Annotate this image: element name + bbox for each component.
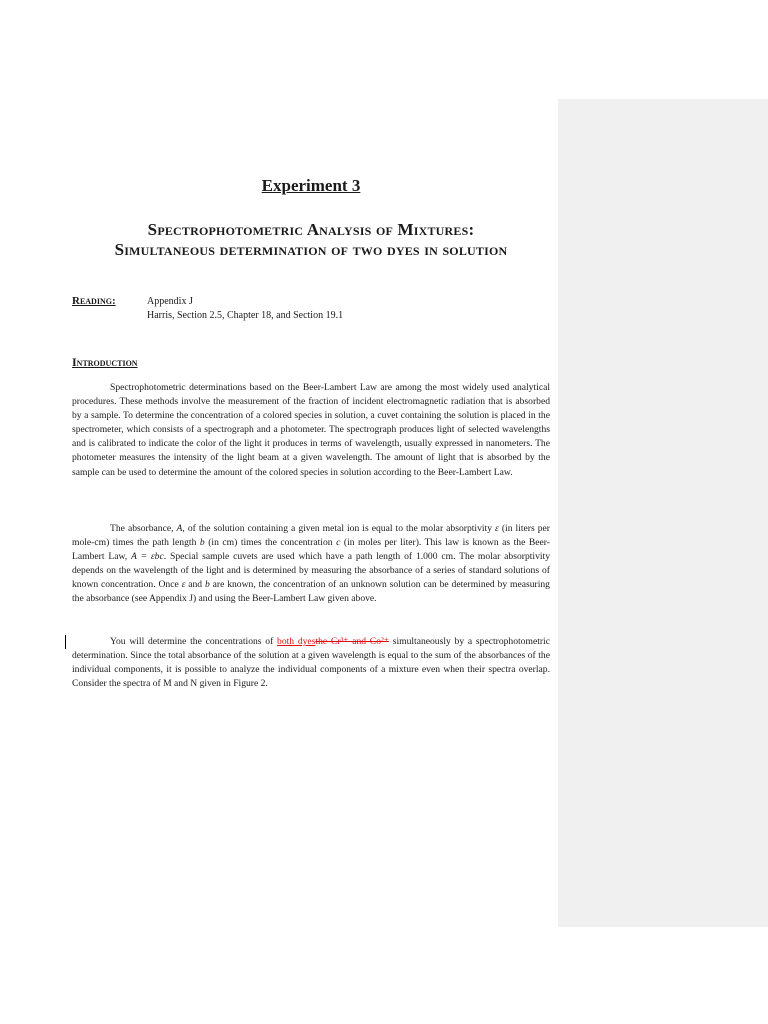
change-bar-marker <box>65 635 66 649</box>
p3-text-1: You will determine the concentrations of <box>110 636 278 647</box>
p2-var-epsilon-2: ε <box>181 579 186 591</box>
paragraph-1: Spectrophotometric determinations based on the Beer-Lambert Law are among the most widely used analytical procedures. These methods involve the measurement of the fraction of incident electromagnetic radiation that is absorbed by a sample. To determine the concentration of a colored species in solution, a cuvet containing the solution is placed in the spectrometer, which consists of a spectrograph and a photometer. The spectrograph produces light of selected wavelengths and is calibrated to indicate the color of the light it produces in terms of wavelength, usually expressed in nanometers. The photometer measures the intensity of the light beam at a given wavelength. The amount of light that is absorbed by the sample can be used to determine the amount of the colored species in solution according to the Beer-Lambert Law. <box>72 382 550 478</box>
p2-text-5: (in moles per liter). This law is known as the Beer-Lambert Law, <box>72 537 550 563</box>
document-subtitle-line2: Simultaneous determination of two dyes in solution <box>114 240 508 259</box>
paragraph-3[interactable] <box>72 635 550 691</box>
tracked-deletion[interactable]: the Cr³⁺ and Co²⁺ <box>315 636 389 647</box>
comments-pane <box>558 99 768 927</box>
paragraph-2 <box>72 522 550 607</box>
p2-text-1: The absorbance, <box>110 523 177 534</box>
reading-label: Reading: <box>72 295 116 307</box>
p3-text-2: simultaneously by a spectrophotometric determination. Since the total absorbance of the solution at a given wavelength is equal to the sum of the absorbances of the individual components, it is possible to analyze the individual components of a mixture even when their spectra overlap. Consider the spectra of M and N given in Figure 2. <box>72 636 550 690</box>
document-subtitle-line1: Spectrophotometric Analysis of Mixtures: <box>147 220 475 239</box>
p2-text-6: . Special sample cuvets are used which have a path length of 1.000 cm. The molar absorptivity depends on the wavelength of the light and is determined by measuring the absorbance of a series of standard solutions of known concentration. Once <box>72 551 551 591</box>
p2-formula: A = εbc <box>131 551 164 563</box>
p2-text-2: , of the solution containing a given metal ion is equal to the molar absorptivity <box>182 523 496 534</box>
p2-var-c: c <box>336 537 341 549</box>
reading-line-1: Appendix J <box>147 296 193 307</box>
document-title: Experiment 3 <box>261 176 361 195</box>
p2-var-b: b <box>199 537 205 549</box>
reading-line-2: Harris, Section 2.5, Chapter 18, and Section 19.1 <box>147 310 344 321</box>
p2-var-b-2: b <box>204 579 210 591</box>
p2-text-8: are known, the concentration of an unknown solution can be determined by measuring the absorbance (see Appendix J) and using the Beer-Lambert Law given above. <box>72 579 550 605</box>
p2-text-7: and <box>185 579 205 591</box>
tracked-insertion[interactable]: both dyes <box>277 636 316 647</box>
p2-text-4: (in cm) times the concentration <box>204 537 337 549</box>
p2-text-3: (in liters per mole-cm) times the path length <box>72 523 550 549</box>
introduction-heading: Introduction <box>72 355 138 369</box>
p2-var-A: A <box>176 523 183 534</box>
p2-var-epsilon: ε <box>495 523 499 534</box>
